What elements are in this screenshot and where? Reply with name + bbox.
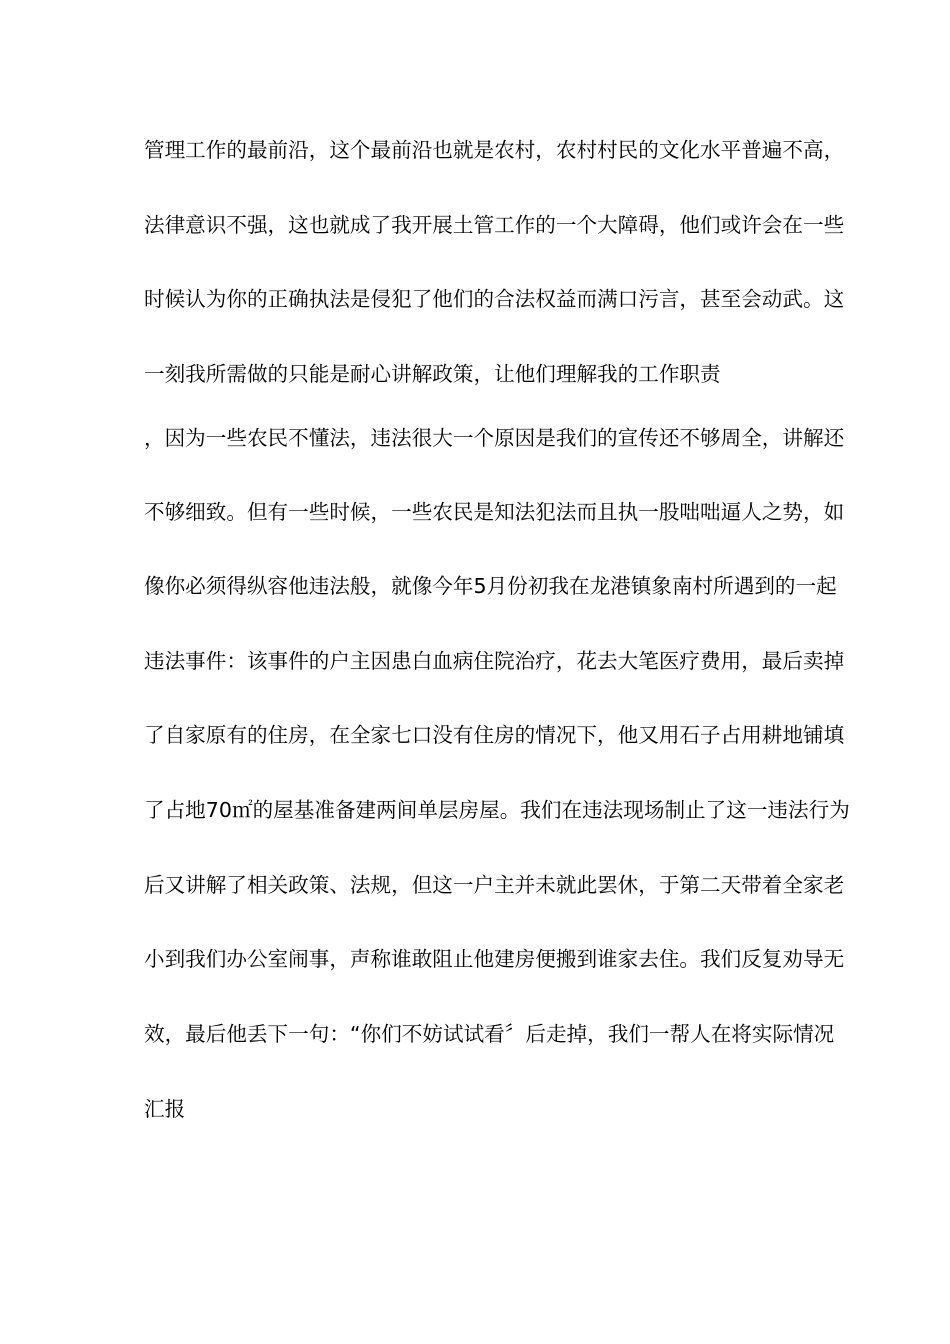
text-line: 法律意识不强，这也就成了我开展土管工作的一个大障碍，他们或许会在一些 (144, 213, 845, 237)
text-line: 效，最后他丢下一句：“你们不妨试试看〞后走掉，我们一帮人在将实际情况 (144, 1022, 835, 1046)
text-line: 小到我们办公室闹事，声称谁敢阻止他建房便搬到谁家去住。我们反复劝导无 (144, 947, 845, 971)
text-line: 管理工作的最前沿，这个最前沿也就是农村，农村村民的文化水平普遍不高， (144, 138, 845, 162)
text-line: 了自家原有的住房，在全家七口没有住房的情况下，他又用石子占用耕地铺填 (144, 723, 845, 747)
text-line: 一刻我所需做的只能是耐心讲解政策，让他们理解我的工作职责 (144, 362, 721, 386)
text-line: 像你必须得纵容他违法般，就像今年5月份初我在龙港镇象南村所遇到的一起 (144, 574, 837, 598)
text-line: ，因为一些农民不懂法，违法很大一个原因是我们的宣传还不够周全，讲解还 (144, 426, 845, 450)
text-line: 后又讲解了相关政策、法规，但这一户主并未就此罢休，于第二天带着全家老 (144, 873, 845, 897)
text-line: 时候认为你的正确执法是侵犯了他们的合法权益而满口污言，甚至会动武。这 (144, 287, 845, 311)
text-line: 了占地70㎡的屋基准备建两间单层房屋。我们在违法现场制止了这一违法行为 (144, 798, 850, 822)
text-line: 违法事件：该事件的户主因患白血病住院治疗，花去大笔医疗费用，最后卖掉 (144, 649, 845, 673)
text-line: 汇报 (144, 1097, 186, 1121)
text-line: 不够细致。但有一些时候，一些农民是知法犯法而且执一股咄咄逼人之势，如 (144, 500, 845, 524)
